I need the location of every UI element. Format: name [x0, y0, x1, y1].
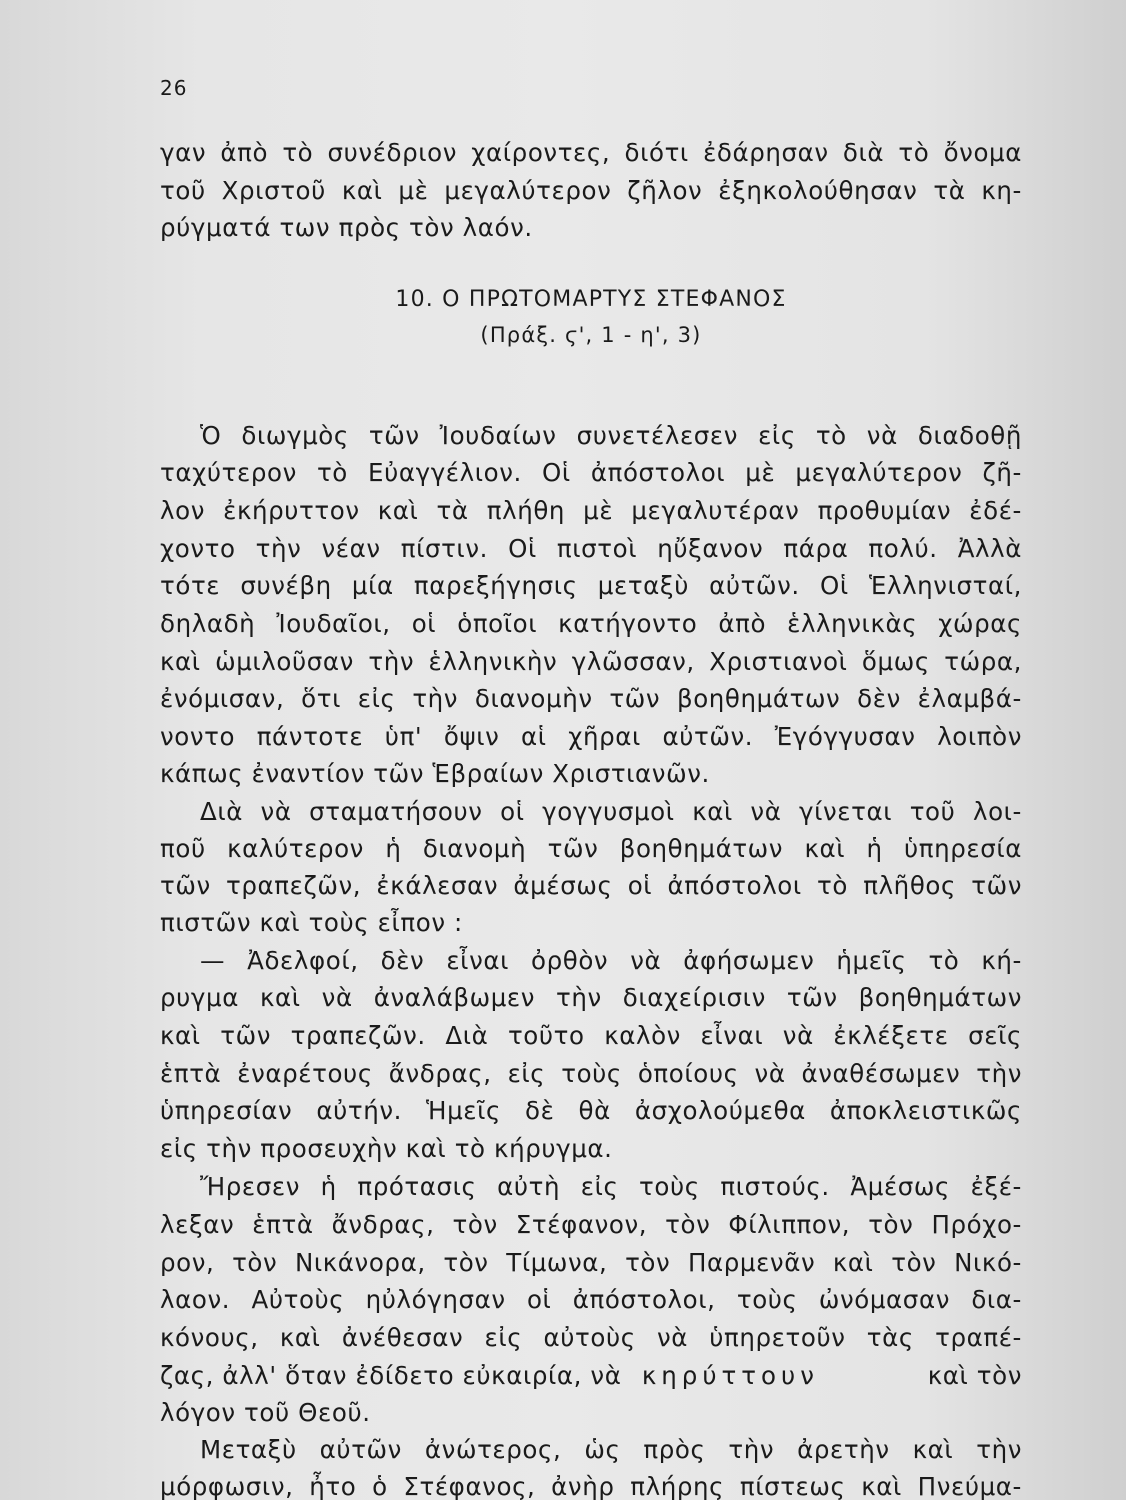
text-line: κόνους, καὶ ἀνέθεσαν εἰς αὐτοὺς νὰ ὑπηρετοῦν τὰς τραπέ-: [160, 1323, 1022, 1352]
text-line: λεξαν ἑπτὰ ἄνδρας, τὸν Στέφανον, τὸν Φίλιππον, τὸν Πρόχο-: [160, 1210, 1022, 1239]
text-line: χοντο τὴν νέαν πίστιν. Οἱ πιστοὶ ηὔξανον πάρα πολύ. Ἀλλὰ: [160, 534, 1022, 563]
text-line: ταχύτερον τὸ Εὐαγγέλιον. Οἱ ἀπόστολοι μὲ μεγαλύτερον ζῆ-: [160, 458, 1022, 487]
text-fragment: ζας, ἀλλ' ὅταν ἐδίδετο εὐκαιρία, νὰ: [160, 1361, 622, 1390]
text-line: Διὰ νὰ σταματήσουν οἱ γογγυσμοὶ καὶ νὰ γίνεται τοῦ λοι-: [200, 797, 1022, 826]
text-line: δηλαδὴ Ἰουδαῖοι, οἱ ὁποῖοι κατήγοντο ἀπὸ ἑλληνικὰς χώρας: [160, 609, 1022, 638]
text-line: ρυγμα καὶ νὰ ἀναλάβωμεν τὴν διαχείρισιν τῶν βοηθημάτων: [160, 983, 1022, 1012]
text-line: Μεταξὺ αὐτῶν ἀνώτερος, ὡς πρὸς τὴν ἀρετὴν καὶ τὴν: [200, 1435, 1022, 1464]
text-line: ρύγματά των πρὸς τὸν λαόν.: [160, 213, 533, 242]
text-line: Ἤρεσεν ἡ πρότασις αὐτὴ εἰς τοὺς πιστούς. Ἀμέσως ἐξέ-: [200, 1172, 1022, 1201]
text-line: εἰς τὴν προσευχὴν καὶ τὸ κήρυγμα.: [160, 1134, 613, 1163]
text-line: τοῦ Χριστοῦ καὶ μὲ μεγαλύτερον ζῆλον ἐξηκολούθησαν τὰ κη-: [160, 176, 1022, 205]
text-line: γαν ἀπὸ τὸ συνέδριον χαίροντες, διότι ἐδάρησαν διὰ τὸ ὄνομα: [160, 138, 1022, 167]
scripture-reference: (Πράξ. ϛ', 1 - η', 3): [480, 323, 702, 347]
text-line: ὑπηρεσίαν αὐτήν. Ἡμεῖς δὲ θὰ ἀσχολούμεθα ἀποκλειστικῶς: [160, 1096, 1022, 1125]
text-line: ἐνόμισαν, ὅτι εἰς τὴν διανομὴν τῶν βοηθημάτων δὲν ἐλαμβά-: [160, 684, 1022, 713]
text-line: — Ἀδελφοί, δὲν εἶναι ὀρθὸν νὰ ἀφήσωμεν ἡμεῖς τὸ κή-: [200, 946, 1022, 975]
text-line: τότε συνέβη μία παρεξήγησις μεταξὺ αὐτῶν. Οἱ Ἑλληνισταί,: [160, 571, 1022, 600]
text-line: ποῦ καλύτερον ἡ διανομὴ τῶν βοηθημάτων καὶ ἡ ὑπηρεσία: [160, 834, 1022, 863]
text-line: Ὁ διωγμὸς τῶν Ἰουδαίων συνετέλεσεν εἰς τὸ νὰ διαδοθῇ: [200, 421, 1022, 450]
text-line: πιστῶν καὶ τοὺς εἶπον :: [160, 908, 463, 937]
text-line: νοντο πάντοτε ὑπ' ὄψιν αἱ χῆραι αὐτῶν. Ἐγόγγυσαν λοιπὸν: [160, 722, 1022, 751]
text-line: λαον. Αὐτοὺς ηὐλόγησαν οἱ ἀπόστολοι, τοὺς ὠνόμασαν δια-: [160, 1285, 1022, 1314]
text-line: λον ἐκήρυττον καὶ τὰ πλήθη μὲ μεγαλυτέραν προθυμίαν ἐδέ-: [160, 496, 1022, 525]
text-line: ἑπτὰ ἐναρέτους ἄνδρας, εἰς τοὺς ὁποίους νὰ ἀναθέσωμεν τὴν: [160, 1059, 1022, 1088]
text-line: ρον, τὸν Νικάνορα, τὸν Τίμωνα, τὸν Παρμενᾶν καὶ τὸν Νικό-: [160, 1248, 1022, 1277]
emphasized-word: κηρύττουν: [641, 1361, 819, 1390]
text-line: καὶ ὡμιλοῦσαν τὴν ἑλληνικὴν γλῶσσαν, Χριστιανοὶ ὅμως τώρα,: [160, 647, 1022, 676]
text-line: λόγον τοῦ Θεοῦ.: [160, 1398, 371, 1427]
text-line: κάπως ἐναντίον τῶν Ἑβραίων Χριστιανῶν.: [160, 759, 710, 788]
text-fragment: καὶ τὸν: [927, 1361, 1022, 1390]
text-line: τῶν τραπεζῶν, ἐκάλεσαν ἀμέσως οἱ ἀπόστολοι τὸ πλῆθος τῶν: [160, 871, 1022, 900]
section-title: 10. Ο ΠΡΩΤΟΜΑΡΤΥΣ ΣΤΕΦΑΝΟΣ: [395, 287, 787, 312]
text-line-with-spaced-word: [160, 1359, 1022, 1393]
text-line: μόρφωσιν, ἦτο ὁ Στέφανος, ἀνὴρ πλήρης πίστεως καὶ Πνεύμα-: [160, 1472, 1022, 1500]
text-line: καὶ τῶν τραπεζῶν. Διὰ τοῦτο καλὸν εἶναι νὰ ἐκλέξετε σεῖς: [160, 1021, 1022, 1050]
page-number: 26: [160, 76, 188, 100]
